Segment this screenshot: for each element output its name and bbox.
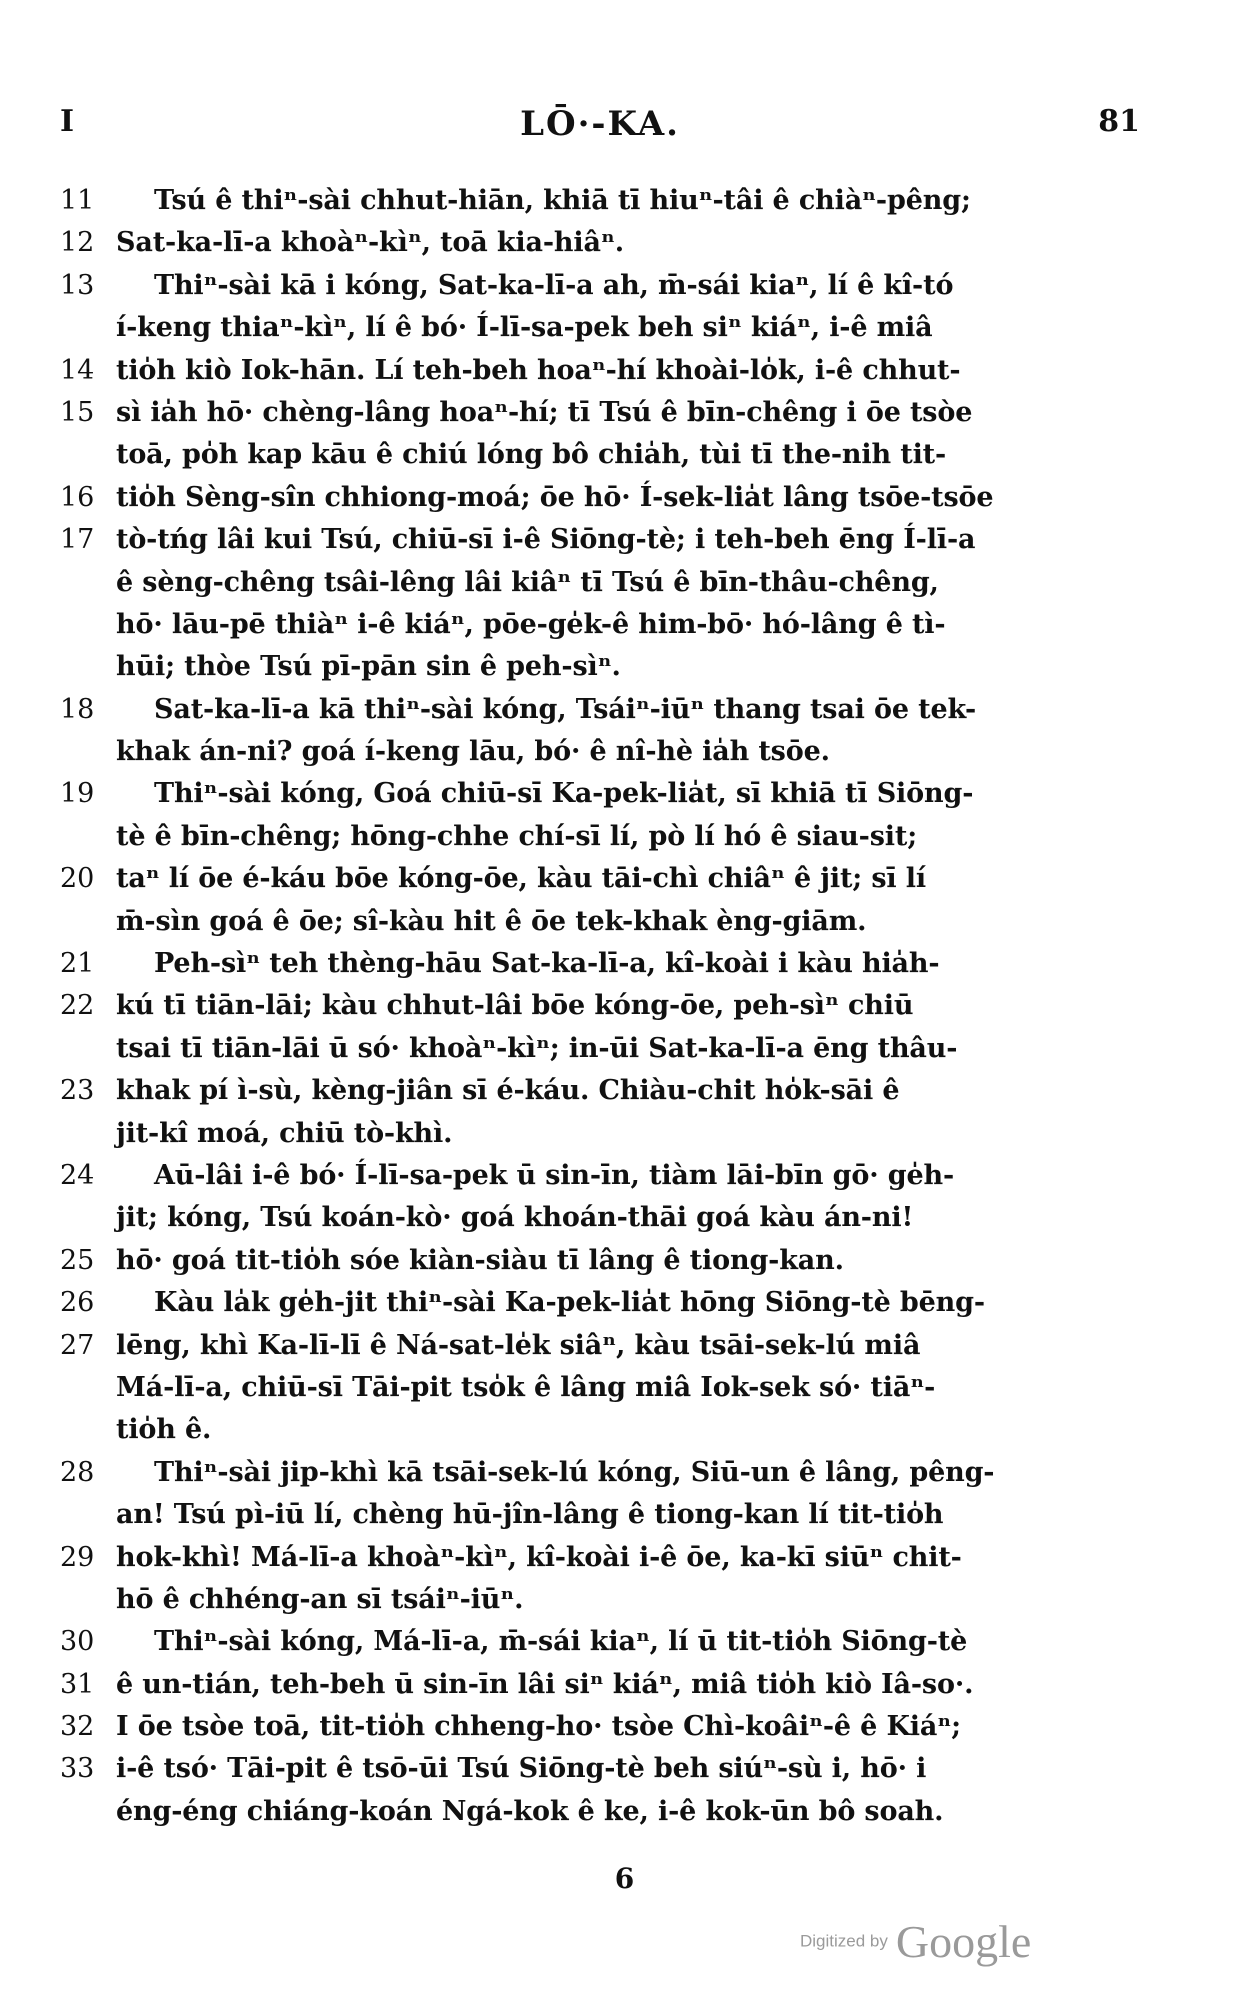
text-line (60, 1070, 1140, 1112)
line-text: m̄-sìn goá ê ōe; sî-kàu hit ê ōe tek-khak èng-giām. (116, 905, 867, 937)
digitization-watermark (800, 1915, 1031, 1968)
text-line (60, 1197, 1140, 1239)
text-line (60, 1282, 1140, 1324)
line-text: Thiⁿ-sài jip-khì kā tsāi-sek-lú kóng, Siū-un ê lâng, pêng- (154, 1456, 995, 1488)
text-line (60, 901, 1140, 943)
line-text: Sat-ka-lī-a kā thiⁿ-sài kóng, Tsáiⁿ-iūⁿ thang tsai ōe tek- (154, 693, 977, 725)
verse-number: 32 (60, 1711, 95, 1743)
text-line (60, 562, 1140, 604)
line-text: khak pí ì-sù, kèng-jiân sī é-káu. Chiàu-chit ho̍k-sāi ê (116, 1075, 900, 1107)
text-line (60, 1325, 1140, 1367)
text-line (60, 1113, 1140, 1155)
verse-number: 22 (60, 990, 95, 1022)
line-text: hō· lāu-pē thiàⁿ i-ê kiáⁿ, pōe-ge̍k-ê him-bō· hó-lâng ê tì- (116, 608, 946, 640)
text-line (60, 180, 1140, 222)
line-text: jit-kî moá, chiū tò-khì. (116, 1117, 453, 1149)
line-text: ê sèng-chêng tsâi-lêng lâi kiâⁿ tī Tsú ê bīn-thâu-chêng, (116, 566, 939, 598)
verse-number: 17 (60, 524, 95, 556)
verse-number: 12 (60, 227, 95, 259)
text-line (60, 519, 1140, 561)
line-text: ê un-tián, teh-beh ū sin-īn lâi siⁿ kiáⁿ, miâ tio̍h kiò Iâ-so·. (116, 1668, 974, 1700)
line-text: éng-éng chiáng-koán Ngá-kok ê ke, i-ê kok-ūn bô soah. (116, 1795, 944, 1827)
text-line (60, 773, 1140, 815)
text-line (60, 646, 1140, 688)
verse-number: 16 (60, 481, 95, 513)
verse-number: 31 (60, 1668, 95, 1700)
chapter-number: I (60, 104, 75, 139)
text-body (60, 180, 1140, 1833)
verse-number: 13 (60, 269, 95, 301)
verse-number: 27 (60, 1329, 95, 1361)
line-text: kú tī tiān-lāi; kàu chhut-lâi bōe kóng-ōe, peh-sìⁿ chiū (116, 990, 914, 1022)
verse-number: 11 (60, 185, 95, 216)
verse-number: 25 (60, 1244, 95, 1276)
signature-mark: 6 (614, 1862, 635, 1895)
line-text: Thiⁿ-sài kóng, Goá chiū-sī Ka-pek-lia̍t, sī khiā tī Siōng- (154, 778, 974, 810)
text-line (60, 307, 1140, 349)
line-text: jit; kóng, Tsú koán-kò· goá khoán-thāi goá kàu án-ni! (116, 1202, 914, 1234)
line-text: tio̍h ê. (116, 1414, 212, 1446)
text-line (60, 222, 1140, 264)
verse-number: 30 (60, 1626, 95, 1658)
page-header (60, 104, 1140, 148)
line-text: i-ê tsó· Tāi-pit ê tsō-ūi Tsú Siōng-tè beh siúⁿ-sù i, hō· i (116, 1753, 927, 1785)
verse-number: 18 (60, 693, 95, 725)
verse-number: 28 (60, 1456, 95, 1488)
text-line (60, 1155, 1140, 1197)
line-text: hok-khì! Má-lī-a khoàⁿ-kìⁿ, kî-koài i-ê ōe, ka-kī siūⁿ chit- (116, 1541, 962, 1573)
text-line (60, 985, 1140, 1027)
text-line (60, 434, 1140, 476)
text-line (60, 1452, 1140, 1494)
verse-number: 23 (60, 1075, 95, 1107)
line-text: Thiⁿ-sài kā i kóng, Sat-ka-lī-a ah, m̄-sái kiaⁿ, lí ê kî-tó (154, 269, 954, 301)
text-line (60, 858, 1140, 900)
text-line (60, 689, 1140, 731)
running-title: LŌ·-KA. (520, 104, 680, 144)
line-text: taⁿ lí ōe é-káu bōe kóng-ōe, kàu tāi-chì chiâⁿ ê jit; sī lí (116, 863, 926, 895)
page-number: 81 (1098, 104, 1140, 139)
text-line (60, 1748, 1140, 1790)
google-logo: Google (895, 1916, 1032, 1967)
watermark-prefix: Digitized by (800, 1931, 888, 1951)
line-text: Thiⁿ-sài kóng, Má-lī-a, m̄-sái kiaⁿ, lí ū tit-tio̍h Siōng-tè (154, 1626, 968, 1658)
line-text: Peh-sìⁿ teh thèng-hāu Sat-ka-lī-a, kî-koài i kàu hia̍h- (154, 948, 940, 980)
line-text: tè ê bīn-chêng; hōng-chhe chí-sī lí, pò lí hó ê siau-sit; (116, 820, 918, 852)
line-text: Tsú ê thiⁿ-sài chhut-hiān, khiā tī hiuⁿ-tâi ê chiàⁿ-pêng; (154, 185, 971, 216)
line-text: khak án-ni? goá í-keng lāu, bó· ê nî-hè ia̍h tsōe. (116, 736, 830, 768)
line-text: hō ê chhéng-an sī tsáiⁿ-iūⁿ. (116, 1583, 524, 1615)
line-text: tio̍h Sèng-sîn chhiong-moá; ōe hō· Í-sek-lia̍t lâng tsōe-tsōe (116, 481, 994, 513)
text-line (60, 392, 1140, 434)
verse-number: 20 (60, 863, 95, 895)
line-text: sì ia̍h hō· chèng-lâng hoaⁿ-hí; tī Tsú ê bīn-chêng i ōe tsòe (116, 396, 973, 428)
text-line (60, 604, 1140, 646)
text-line (60, 731, 1140, 773)
line-text: toā, po̍h kap kāu ê chiú lóng bô chia̍h, tùi tī the-nih tit- (116, 439, 947, 471)
text-line (60, 1791, 1140, 1833)
line-text: hūi; thòe Tsú pī-pān sin ê peh-sìⁿ. (116, 651, 621, 683)
line-text: Sat-ka-lī-a khoàⁿ-kìⁿ, toā kia-hiâⁿ. (116, 227, 624, 259)
line-text: an! Tsú pì-iū lí, chèng hū-jîn-lâng ê tiong-kan lí tit-tio̍h (116, 1499, 944, 1531)
verse-number: 33 (60, 1753, 95, 1785)
line-text: í-keng thiaⁿ-kìⁿ, lí ê bó· Í-lī-sa-pek beh siⁿ kiáⁿ, i-ê miâ (116, 312, 933, 344)
text-line (60, 1664, 1140, 1706)
text-line (60, 1579, 1140, 1621)
text-line (60, 943, 1140, 985)
line-text: hō· goá tit-tio̍h sóe kiàn-siàu tī lâng ê tiong-kan. (116, 1244, 844, 1276)
line-text: tsai tī tiān-lāi ū só· khoàⁿ-kìⁿ; in-ūi Sat-ka-lī-a ēng thâu- (116, 1032, 958, 1064)
verse-number: 15 (60, 396, 95, 428)
line-text: I ōe tsòe toā, tit-tio̍h chheng-ho· tsòe Chì-koâiⁿ-ê ê Kiáⁿ; (116, 1711, 961, 1743)
text-line (60, 350, 1140, 392)
line-text: tio̍h kiò Iok-hān. Lí teh-beh hoaⁿ-hí khoài-lo̍k, i-ê chhut- (116, 354, 961, 386)
text-line (60, 1028, 1140, 1070)
text-line (60, 1706, 1140, 1748)
text-line (60, 477, 1140, 519)
verse-number: 24 (60, 1159, 95, 1191)
verse-number: 14 (60, 354, 95, 386)
text-line (60, 265, 1140, 307)
text-line (60, 1494, 1140, 1536)
line-text: Kàu la̍k ge̍h-jit thiⁿ-sài Ka-pek-lia̍t hōng Siōng-tè bēng- (154, 1287, 985, 1319)
verse-number: 29 (60, 1541, 95, 1573)
line-text: Má-lī-a, chiū-sī Tāi-pit tso̍k ê lâng miâ Iok-sek só· tiāⁿ- (116, 1371, 936, 1403)
text-line (60, 816, 1140, 858)
verse-number: 21 (60, 948, 95, 980)
text-line (60, 1409, 1140, 1451)
verse-number: 26 (60, 1287, 95, 1319)
line-text: Aū-lâi i-ê bó· Í-lī-sa-pek ū sin-īn, tiàm lāi-bīn gō· ge̍h- (154, 1159, 955, 1191)
text-line (60, 1621, 1140, 1663)
text-line (60, 1537, 1140, 1579)
line-text: lēng, khì Ka-lī-lī ê Ná-sat-le̍k siâⁿ, kàu tsāi-sek-lú miâ (116, 1329, 921, 1361)
text-line (60, 1367, 1140, 1409)
line-text: tò-tńg lâi kui Tsú, chiū-sī i-ê Siōng-tè; i teh-beh ēng Í-lī-a (116, 524, 976, 556)
text-line (60, 1240, 1140, 1282)
verse-number: 19 (60, 778, 95, 810)
